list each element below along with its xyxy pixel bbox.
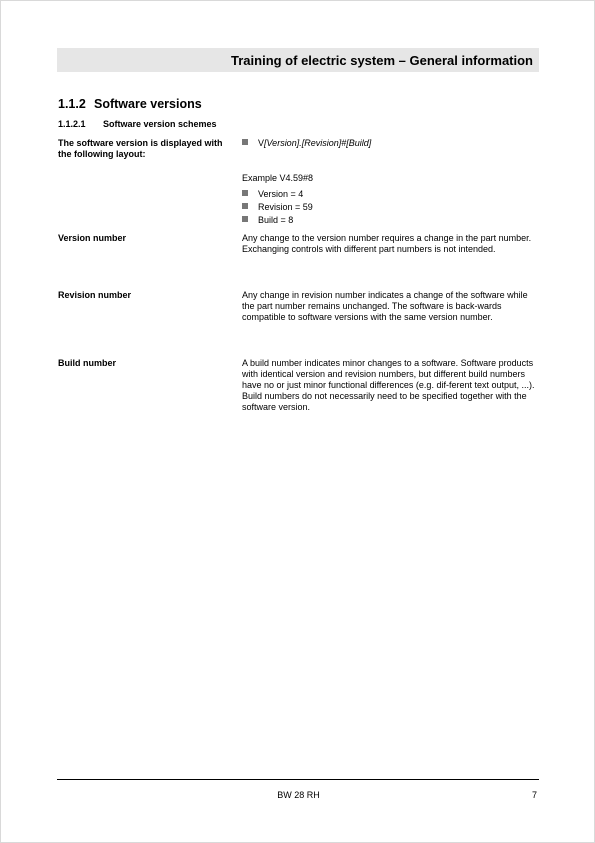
page-header: [57, 48, 539, 72]
list-item: [242, 202, 313, 213]
list-item: [242, 215, 293, 226]
build-number-label: Build number: [58, 358, 116, 368]
footer-model: BW 28 RH: [277, 790, 320, 800]
page-number: 7: [531, 790, 537, 800]
layout-label: The software version is displayed with the following layout:: [58, 138, 223, 159]
section-number: 1.1.2: [58, 97, 86, 111]
subsection-heading: [58, 119, 217, 129]
version-number-label: Version number: [58, 233, 127, 243]
square-bullet-icon: [242, 190, 248, 196]
revision-number-label: Revision number: [58, 290, 132, 300]
layout-pattern-item: [242, 138, 371, 149]
square-bullet-icon: [242, 216, 248, 222]
page-header-title: Training of electric system – General information: [231, 52, 533, 68]
subsection-title: Software version schemes: [103, 119, 217, 129]
list-item: [242, 189, 303, 200]
build-number-text: A build number indicates minor changes to a software. Software products with identical version and revision numbers, but different build numbers have no or just minor functional differences (e.g. dif-ferent text output, ...). Build numbers do not necessarily need to be specified together with the software version.: [242, 358, 535, 412]
list-item-text: Version = 4: [258, 189, 304, 199]
version-number-text: Any change to the version number requires a change in the part number. Exchanging controls with different part numbers is not intended.: [242, 233, 532, 254]
section-title: Software versions: [94, 97, 202, 111]
list-item-text: Build = 8: [258, 215, 294, 225]
list-item-text: Revision = 59: [258, 202, 313, 212]
footer-divider: [57, 779, 539, 780]
square-bullet-icon: [242, 203, 248, 209]
pattern-format: [Version].[Revision]#[Build]: [264, 138, 372, 148]
pattern-prefix: V: [258, 138, 265, 148]
square-bullet-icon: [242, 139, 248, 145]
subsection-number: 1.1.2.1: [58, 119, 86, 129]
section-heading: [58, 97, 202, 111]
revision-number-text: Any change in revision number indicates a change of the software while the part number remains unchanged. The software is back-wards compatible to software versions with the same version number.: [242, 290, 528, 322]
example-text: Example V4.59#8: [242, 173, 314, 183]
